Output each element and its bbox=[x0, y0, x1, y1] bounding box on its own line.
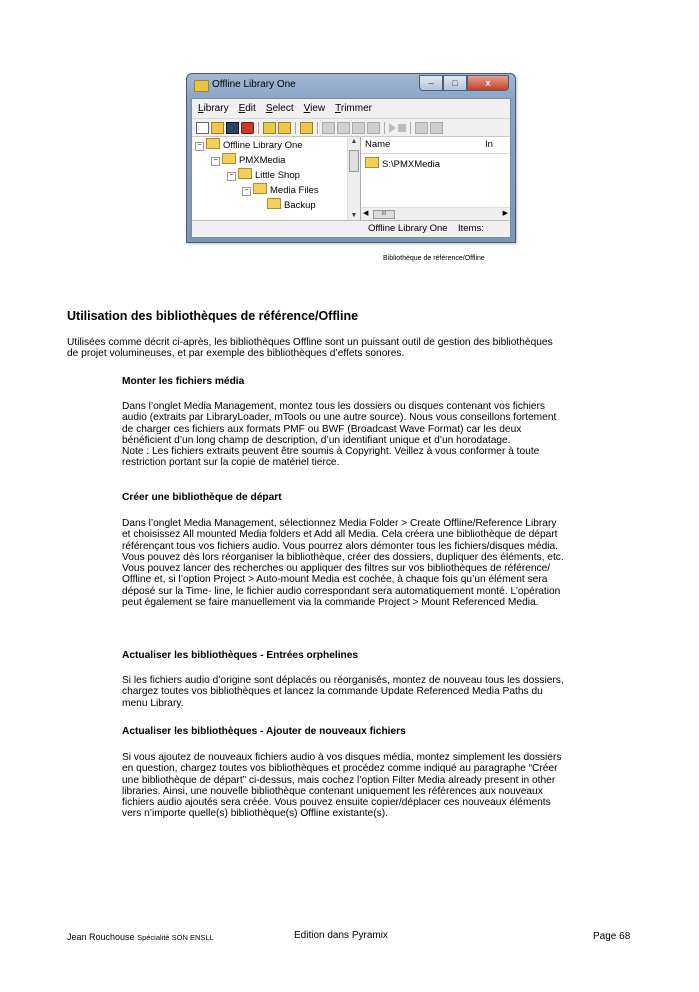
open-folder-icon[interactable] bbox=[211, 122, 224, 134]
tree-item-root[interactable] bbox=[195, 138, 303, 152]
text-line: Note : Les fichiers extraits peuvent être soumis à Copyright. Veillez à vous conformer à toute bbox=[122, 446, 540, 458]
tree-item-label: PMXMedia bbox=[239, 155, 286, 166]
text-line: peut également se faire manuellement via la commande Project > Mount Referenced Media. bbox=[122, 597, 539, 609]
scroll-right-arrow-icon[interactable]: ▶ bbox=[502, 210, 508, 217]
toolbar bbox=[192, 119, 510, 137]
text-line: Si les fichiers audio d’origine sont déplacés ou réorganisés, montez de nouveau tous les dossiers, bbox=[122, 675, 564, 686]
window-client bbox=[191, 98, 511, 238]
menu-trimmer[interactable]: Trimmer bbox=[335, 103, 372, 114]
open-library-icon[interactable] bbox=[278, 122, 291, 134]
paragraph-nouveaux bbox=[122, 752, 561, 820]
text-line: Offline et, si l’option Project > Auto-mount Media est cochée, à chaque fois qu’un élément sera bbox=[122, 574, 548, 586]
list-item[interactable] bbox=[365, 157, 440, 170]
tree-vertical-scrollbar[interactable] bbox=[347, 137, 360, 220]
paste-special-icon[interactable] bbox=[367, 122, 380, 134]
import-icon[interactable] bbox=[430, 122, 443, 134]
figure-caption: Bibliothèque de référence/Offline bbox=[383, 255, 485, 262]
text-line: audio (extraits par LibraryLoader, mTools ou une autre source). Nous vous conseillons fortement bbox=[122, 412, 557, 424]
library-icon bbox=[206, 138, 220, 149]
scroll-left-arrow-icon[interactable]: ◀ bbox=[363, 210, 369, 217]
text-line: de charger ces fichiers aux formats PMF ou BWF (Broadcast Wave Format) car les deux bbox=[122, 423, 522, 435]
scroll-up-arrow-icon[interactable]: ▲ bbox=[350, 138, 358, 145]
window-panes bbox=[192, 137, 510, 220]
window-title: Offline Library One bbox=[212, 79, 296, 90]
tree-item-label: Little Shop bbox=[255, 170, 300, 181]
tree-item-label: Media Files bbox=[270, 185, 319, 196]
menu-edit[interactable]: Edit bbox=[238, 103, 256, 114]
library-tree[interactable] bbox=[192, 137, 361, 220]
subheading-orphelines: Actualiser les bibliothèques - Entrées orphelines bbox=[122, 650, 359, 661]
library-list[interactable] bbox=[361, 137, 510, 220]
text-line: Utilisées comme décrit ci-après, les bibliothèques Offline sont un puissant outil de gestion des bibliothèques bbox=[67, 337, 553, 348]
text-line: libraries. Ainsi, une nouvelle bibliothèque contenant uniquement les références aux nouveaux bbox=[122, 785, 543, 797]
page-number: Page 68 bbox=[593, 931, 631, 942]
paragraph-monter bbox=[122, 401, 556, 469]
minimize-button[interactable]: – bbox=[419, 75, 443, 91]
toolbar-separator bbox=[384, 122, 385, 134]
offline-library-window bbox=[186, 73, 516, 243]
collapse-icon[interactable]: − bbox=[211, 157, 220, 166]
text-line: Vous pouvez lancer des recherches ou appliquer des filtres sur vos bibliothèques de référence/ bbox=[122, 563, 551, 575]
text-line: Vous pouvez dès lors réorganiser la bibliothèque, créer des dossiers, dupliquer des éléments, etc. bbox=[122, 551, 564, 563]
column-name-header[interactable]: Name bbox=[365, 139, 391, 150]
subheading-creer: Créer une bibliothèque de départ bbox=[122, 492, 282, 503]
tree-item-label: Offline Library One bbox=[223, 140, 303, 151]
text-line: de projet volumineuses, et par exemple des bibliothèques d’effets sonores. bbox=[67, 348, 405, 360]
delete-icon[interactable] bbox=[241, 122, 254, 134]
collapse-icon[interactable]: − bbox=[195, 142, 204, 151]
subheading-nouveaux: Actualiser les bibliothèques - Ajouter de nouveaux fichiers bbox=[122, 726, 406, 737]
collapse-icon[interactable]: − bbox=[242, 187, 251, 196]
scroll-thumb[interactable] bbox=[349, 150, 359, 172]
footer-author bbox=[67, 932, 214, 942]
paragraph-creer bbox=[122, 518, 564, 608]
text-line: bénéficient d’un long champ de description, d’un identifiant unique et d’un horodatage. bbox=[122, 434, 511, 446]
status-bar bbox=[192, 220, 510, 237]
toolbar-separator bbox=[295, 122, 296, 134]
intro-paragraph bbox=[67, 337, 553, 360]
author-detail: Spécialité SON ENSLL bbox=[137, 933, 214, 942]
status-library-name: Offline Library One bbox=[368, 223, 448, 234]
text-line: menu Library. bbox=[122, 697, 184, 709]
library-folder-icon bbox=[194, 80, 209, 92]
tree-item-little-shop[interactable] bbox=[227, 168, 300, 182]
list-item-label: S:\PMXMedia bbox=[382, 159, 441, 170]
collapse-icon[interactable]: − bbox=[227, 172, 236, 181]
scroll-down-arrow-icon[interactable]: ▼ bbox=[350, 212, 358, 219]
column-in-header[interactable]: In bbox=[485, 139, 493, 150]
menu-view[interactable]: View bbox=[303, 103, 326, 114]
text-line: en question, chargez toutes vos bibliothèques et procédez comme indiqué au paragraphe “Créer bbox=[122, 763, 558, 775]
tree-item-pmxmedia[interactable] bbox=[211, 153, 285, 167]
toolbar-separator bbox=[258, 122, 259, 134]
mount-folder-icon[interactable] bbox=[300, 122, 313, 134]
folder-icon bbox=[222, 153, 236, 164]
menu-select[interactable]: Select bbox=[265, 103, 294, 114]
window-titlebar bbox=[187, 74, 515, 98]
paragraph-orphelines bbox=[122, 675, 564, 709]
new-folder-icon[interactable] bbox=[263, 122, 276, 134]
tree-item-backup[interactable] bbox=[267, 198, 316, 212]
list-horizontal-scrollbar[interactable] bbox=[361, 207, 510, 220]
text-line: et choisissez All mounted Media folders et Add all Media. Cela créera une bibliothèque de départ bbox=[122, 529, 558, 541]
text-line: référençant tous vos fichiers audio. Vous pourrez alors démonter tous les fichiers/disques média. bbox=[122, 540, 559, 552]
author-name: Jean Rouchouse bbox=[67, 932, 135, 942]
tree-item-media-files[interactable] bbox=[242, 183, 319, 197]
folder-icon bbox=[238, 168, 252, 179]
subheading-monter: Monter les fichiers média bbox=[122, 376, 245, 387]
stop-icon[interactable] bbox=[398, 124, 406, 132]
footer-title: Edition dans Pyramix bbox=[294, 930, 388, 941]
section-title: Utilisation des bibliothèques de référence/Offline bbox=[67, 309, 359, 323]
text-line: fichiers audio ajoutés sera créée. Vous pouvez ensuite copier/déplacer ces nouveaux éléments bbox=[122, 797, 551, 809]
paste-icon[interactable] bbox=[352, 122, 365, 134]
copy-icon[interactable] bbox=[337, 122, 350, 134]
menu-library[interactable]: Library bbox=[198, 103, 229, 114]
close-button[interactable]: x bbox=[467, 75, 509, 91]
text-line: restriction portant sur la copie de matériel tierce. bbox=[122, 457, 340, 469]
save-icon[interactable] bbox=[226, 122, 239, 134]
properties-icon[interactable] bbox=[415, 122, 428, 134]
text-line: vers n’importe quelle(s) bibliothèque(s) Offline existante(s). bbox=[122, 808, 388, 820]
folder-icon bbox=[253, 183, 267, 194]
scroll-thumb[interactable]: III bbox=[373, 210, 395, 219]
folder-icon bbox=[267, 198, 281, 209]
cut-icon[interactable] bbox=[322, 122, 335, 134]
list-header bbox=[361, 137, 510, 154]
toolbar-separator bbox=[317, 122, 318, 134]
text-line: Si vous ajoutez de nouveaux fichiers audio à vos disques média, montez simplement les dossiers bbox=[122, 752, 562, 763]
text-line: une bibliothèque de départ” ci-dessus, mais cochez l’option Filter Media already present in other bbox=[122, 774, 556, 786]
new-icon[interactable] bbox=[196, 122, 209, 134]
text-line: Dans l’onglet Media Management, montez tous les dossiers ou disques contenant vos fichiers bbox=[122, 401, 546, 412]
tree-item-label: Backup bbox=[284, 200, 316, 211]
maximize-button[interactable]: □ bbox=[443, 75, 467, 91]
text-line: chargez toutes vos bibliothèques et lancez la commande Update Referenced Media Paths du bbox=[122, 686, 543, 698]
play-icon[interactable] bbox=[389, 123, 396, 133]
menu-bar bbox=[192, 99, 510, 119]
folder-icon bbox=[365, 157, 379, 168]
toolbar-separator bbox=[410, 122, 411, 134]
status-items: Items: bbox=[458, 223, 484, 234]
text-line: Dans l’onglet Media Management, sélectionnez Media Folder > Create Offline/Reference Library bbox=[122, 518, 557, 529]
text-line: déposé sur la Time- line, le fichier audio correspondant sera automatiquement monté. L’opération bbox=[122, 585, 561, 597]
